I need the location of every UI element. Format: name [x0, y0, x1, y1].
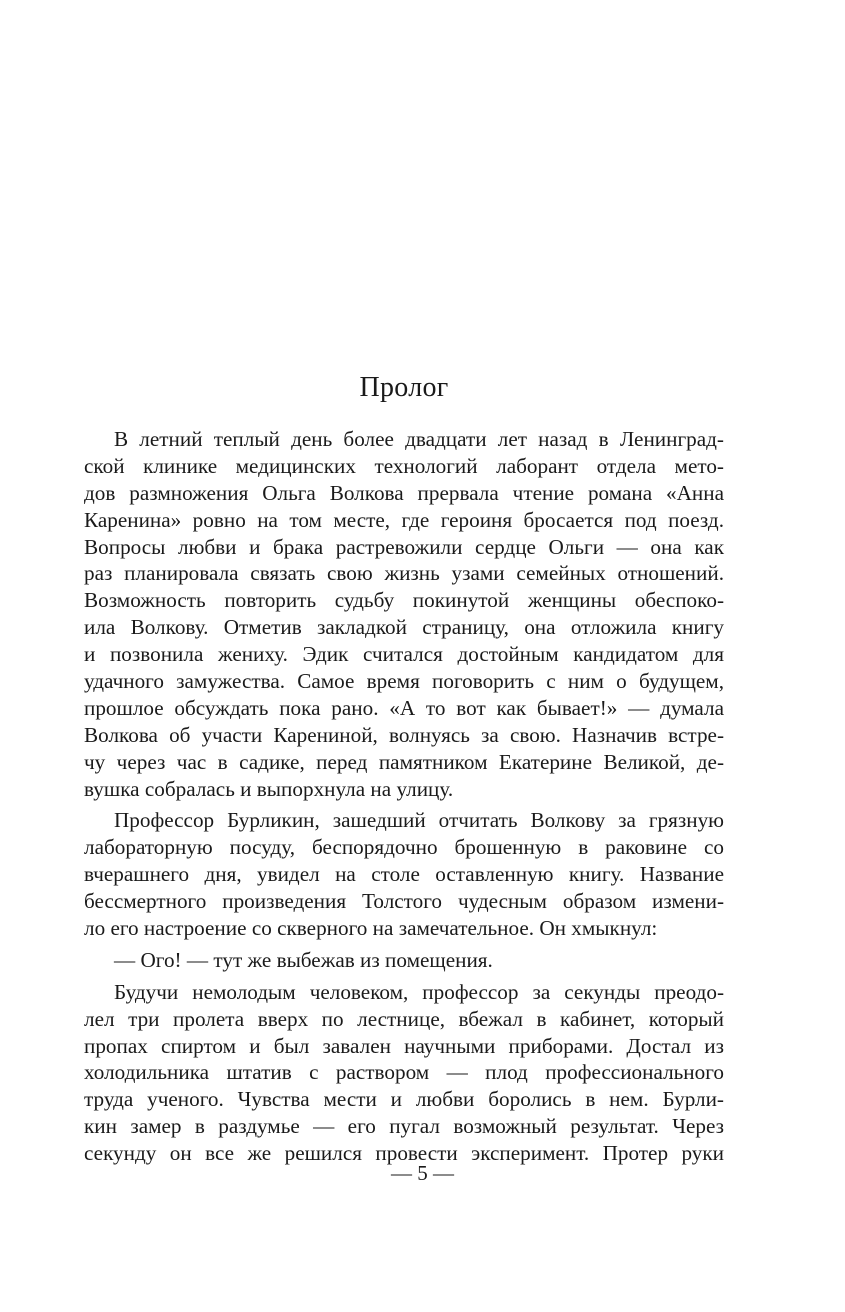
text-line: вчерашнего дня, увидел на столе оставленную книгу. Название — [84, 862, 724, 887]
chapter-title: Пролог — [359, 372, 449, 403]
text-line: пропах спиртом и был завален научными приборами. Достал из — [84, 1033, 724, 1058]
text-line: бессмертного произведения Толстого чудесным образом измени- — [84, 889, 724, 914]
text-line: труда ученого. Чувства мести и любви боролись в нем. Бурли- — [84, 1087, 724, 1112]
text-line: ло его настроение со скверного на замечательное. Он хмыкнул: — [84, 916, 658, 941]
text-line: секунду он все же решился провести эксперимент. Протер руки — [84, 1141, 724, 1166]
text-line: дов размножения Ольга Волкова прервала чтение романа «Анна — [84, 480, 724, 505]
text-line: ила Волкову. Отметив закладкой страницу, она отложила книгу — [84, 615, 724, 640]
text-line: и позвонила жениху. Эдик считался достойным кандидатом для — [84, 642, 724, 667]
text-line: прошлое обсуждать пока рано. «А то вот как бывает!» — думала — [84, 695, 724, 720]
text-line: кин замер в раздумье — его пугал возможный результат. Через — [84, 1114, 724, 1139]
text-line: холодильника штатив с раствором — плод профессионального — [84, 1060, 724, 1085]
text-line: вушка собралась и выпорхнула на улицу. — [84, 776, 454, 801]
page-body — [84, 368, 724, 1167]
text-body — [84, 426, 724, 1167]
text-line: ской клинике медицинских технологий лаборант отдела мето- — [84, 453, 724, 478]
text-line: раз планировала связать свою жизнь узами семейных отношений. — [84, 561, 724, 586]
text-line: удачного замужества. Самое время поговорить с ним о будущем, — [84, 669, 724, 694]
text-line: чу через час в садике, перед памятником Екатерине Великой, де- — [84, 749, 724, 774]
text-line: — Ого! — тут же выбежав из помещения. — [114, 947, 493, 972]
text-line: Будучи немолодым человеком, профессор за секунды преодо- — [114, 979, 724, 1004]
paragraph — [84, 807, 724, 941]
text-line: В летний теплый день более двадцати лет назад в Ленинград- — [114, 427, 724, 451]
text-line: Волкова об участи Карениной, волнуясь за свою. Назначив встре- — [84, 722, 724, 747]
text-line: лел три пролета вверх по лестнице, вбежал в кабинет, который — [84, 1006, 724, 1031]
text-line: Каренина» ровно на том месте, где героиня бросается под поезд. — [84, 507, 724, 532]
text-line: Профессор Бурликин, зашедший отчитать Волкову за грязную — [114, 808, 724, 833]
text-line: Вопросы любви и брака растревожили сердце Ольги — она как — [84, 534, 724, 559]
text-line: лабораторную посуду, беспорядочно брошенную в раковине со — [84, 835, 724, 860]
paragraph — [84, 979, 724, 1167]
paragraph — [84, 947, 724, 974]
page-number: — 5 — — [391, 1161, 454, 1185]
paragraph — [84, 426, 724, 802]
text-line: Возможность повторить судьбу покинутой женщины обеспоко- — [84, 588, 724, 613]
